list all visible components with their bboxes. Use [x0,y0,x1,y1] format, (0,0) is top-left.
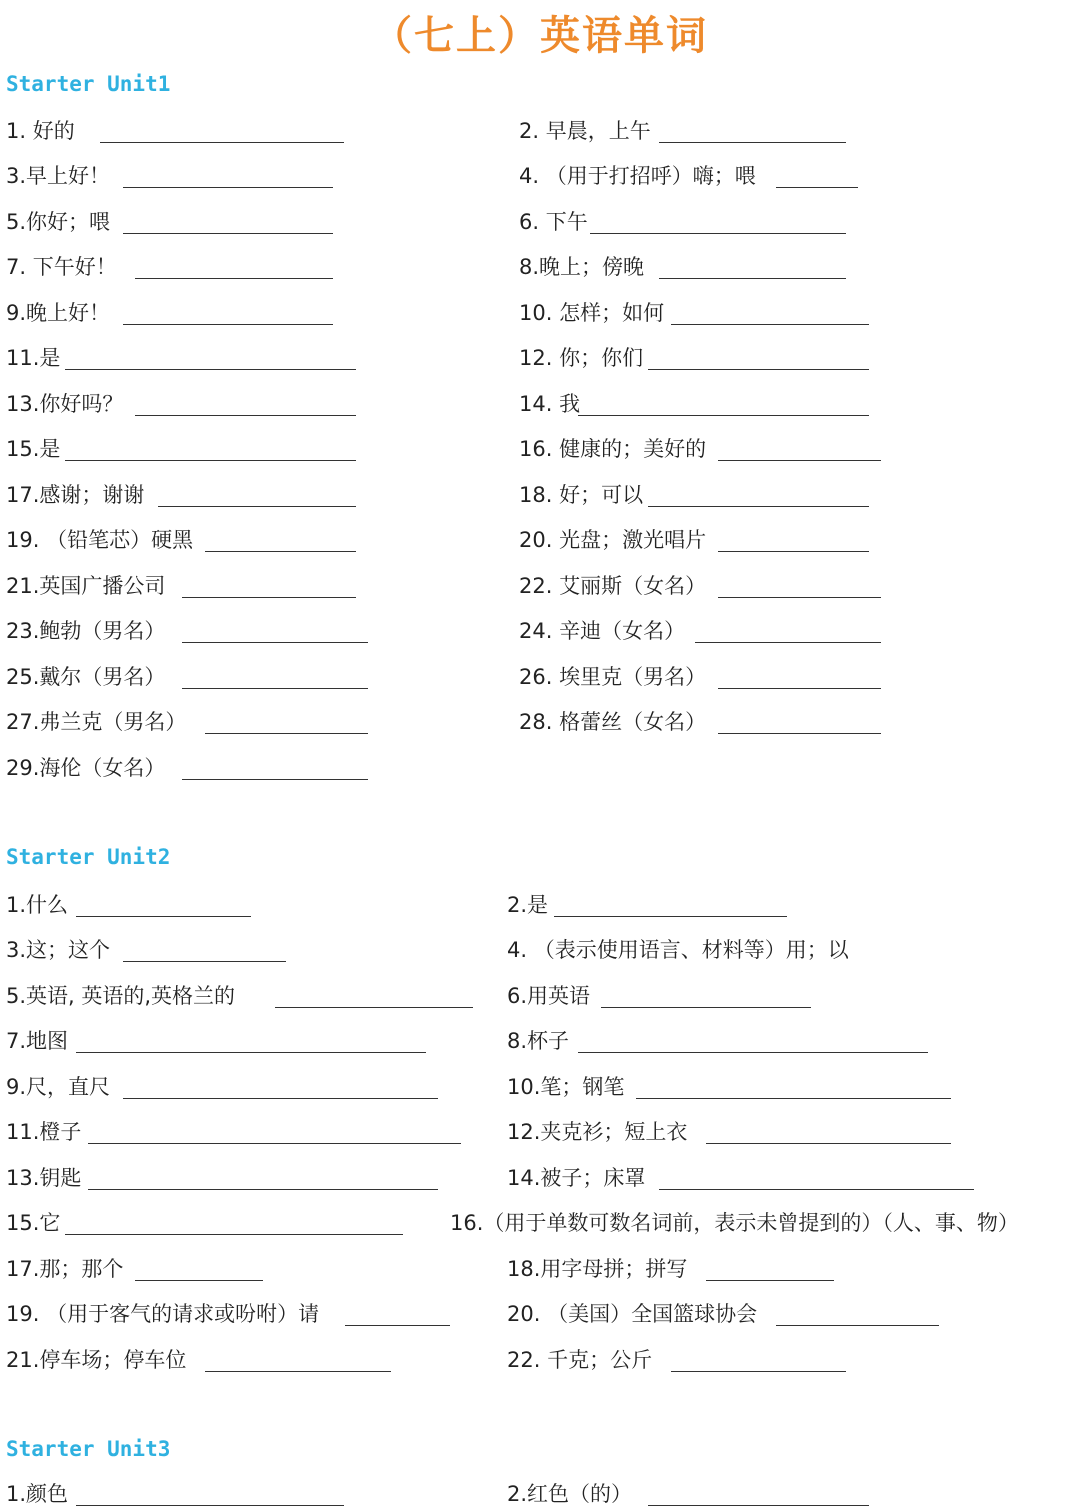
vocab-item: 2. 早晨，上午 [519,119,651,143]
answer-blank[interactable] [776,187,858,188]
vocab-item: 5.英语, 英语的,英格兰的 [6,984,236,1008]
vocab-item: 15.它 [6,1211,61,1235]
vocab-item: 1. 好的 [6,119,75,143]
answer-blank[interactable] [554,916,787,917]
answer-blank[interactable] [65,1234,403,1235]
answer-blank[interactable] [578,1052,928,1053]
answer-blank[interactable] [76,1505,344,1506]
answer-blank[interactable] [718,688,881,689]
vocab-item: 12. 你；你们 [519,346,644,370]
answer-blank[interactable] [182,642,368,643]
vocab-item: 24. 辛迪（女名） [519,619,686,643]
answer-blank[interactable] [648,369,869,370]
vocab-item: 14.被子；床罩 [507,1166,646,1190]
vocab-item: 15.是 [6,437,61,461]
answer-blank[interactable] [659,142,846,143]
answer-blank[interactable] [695,642,881,643]
vocab-item: 17.感谢；谢谢 [6,483,145,507]
vocab-item: 21.英国广播公司 [6,574,166,598]
vocab-item: 13.钥匙 [6,1166,82,1190]
vocab-item: 7. 下午好！ [6,255,117,279]
answer-blank[interactable] [578,415,869,416]
answer-blank[interactable] [776,1325,939,1326]
vocab-item: 10. 怎样；如何 [519,301,665,325]
answer-blank[interactable] [76,1052,426,1053]
answer-blank[interactable] [123,1098,438,1099]
answer-blank[interactable] [205,733,368,734]
answer-blank[interactable] [100,142,344,143]
unit-heading: Starter Unit1 [6,72,171,96]
answer-blank[interactable] [718,597,881,598]
vocab-item: 9.晚上好！ [6,301,111,325]
answer-blank[interactable] [718,551,869,552]
vocab-item: 21.停车场；停车位 [6,1348,187,1372]
vocab-item: 1.什么 [6,893,69,917]
answer-blank[interactable] [648,1505,869,1506]
answer-blank[interactable] [205,1371,391,1372]
vocab-item: 5.你好；喂 [6,210,111,234]
answer-blank[interactable] [135,1280,263,1281]
answer-blank[interactable] [88,1189,438,1190]
answer-blank[interactable] [718,460,881,461]
answer-blank[interactable] [88,1143,461,1144]
answer-blank[interactable] [182,597,356,598]
answer-blank[interactable] [123,187,333,188]
answer-blank[interactable] [706,1143,951,1144]
answer-blank[interactable] [590,233,846,234]
answer-blank[interactable] [659,1189,974,1190]
answer-blank[interactable] [659,278,846,279]
answer-blank[interactable] [636,1098,951,1099]
vocab-item: 19. （用于客气的请求或吩咐）请 [6,1302,320,1326]
unit-heading: Starter Unit3 [6,1437,171,1461]
vocab-item: 22. 艾丽斯（女名） [519,574,707,598]
answer-blank[interactable] [135,278,333,279]
vocab-item: 25.戴尔（男名） [6,665,166,689]
vocab-item: 2.是 [507,893,549,917]
vocab-item: 29.海伦（女名） [6,756,166,780]
vocab-item: 16. 健康的；美好的 [519,437,707,461]
vocab-item: 11.是 [6,346,61,370]
vocab-item: 6. 下午 [519,210,588,234]
vocab-item: 18. 好；可以 [519,483,644,507]
vocab-item: 11.橙子 [6,1120,82,1144]
vocab-item: 6.用英语 [507,984,591,1008]
unit-heading: Starter Unit2 [6,845,171,869]
page-title: （七上）英语单词 [372,13,708,59]
vocab-item: 13.你好吗？ [6,392,124,416]
vocab-item: 23.鲍勃（男名） [6,619,166,643]
vocab-item: 20. （美国）全国篮球协会 [507,1302,758,1326]
answer-blank[interactable] [671,324,869,325]
answer-blank[interactable] [76,916,251,917]
vocab-item: 18.用字母拼；拼写 [507,1257,688,1281]
vocab-item: 19. （铅笔芯）硬黑 [6,528,194,552]
answer-blank[interactable] [706,1280,834,1281]
answer-blank[interactable] [601,1007,811,1008]
answer-blank[interactable] [65,369,356,370]
vocab-item: 28. 格蕾丝（女名） [519,710,707,734]
vocab-item: 7.地图 [6,1029,69,1053]
vocab-item: 4. （用于打招呼）嗨；喂 [519,164,756,188]
answer-blank[interactable] [123,961,286,962]
answer-blank[interactable] [648,506,869,507]
answer-blank[interactable] [123,324,333,325]
answer-blank[interactable] [182,688,368,689]
answer-blank[interactable] [135,415,356,416]
answer-blank[interactable] [123,233,333,234]
vocab-item: 26. 埃里克（男名） [519,665,707,689]
vocab-item: 2.红色（的） [507,1482,633,1506]
vocab-item: 27.弗兰克（男名） [6,710,187,734]
answer-blank[interactable] [158,506,356,507]
vocab-item: 17.那；那个 [6,1257,124,1281]
answer-blank[interactable] [671,1371,846,1372]
vocab-item: 8.杯子 [507,1029,570,1053]
answer-blank[interactable] [345,1325,450,1326]
vocab-item: 3.早上好！ [6,164,111,188]
answer-blank[interactable] [182,779,368,780]
vocab-item: 14. 我 [519,392,581,416]
vocab-item: 4. （表示使用语言、材料等）用；以 [507,938,849,962]
answer-blank[interactable] [65,460,356,461]
vocab-item: 16.（用于单数可数名词前，表示未曾提到的）（人、事、物） [450,1211,1019,1235]
vocab-item: 10.笔；钢笔 [507,1075,625,1099]
vocab-item: 1.颜色 [6,1482,69,1506]
vocab-item: 20. 光盘；激光唱片 [519,528,707,552]
vocab-item: 22. 千克；公斤 [507,1348,653,1372]
vocab-item: 3.这；这个 [6,938,111,962]
vocab-item: 9.尺，直尺 [6,1075,111,1099]
vocab-item: 12.夹克衫；短上衣 [507,1120,688,1144]
vocab-item: 8.晚上；傍晚 [519,255,645,279]
answer-blank[interactable] [275,1007,473,1008]
answer-blank[interactable] [718,733,881,734]
answer-blank[interactable] [205,551,356,552]
